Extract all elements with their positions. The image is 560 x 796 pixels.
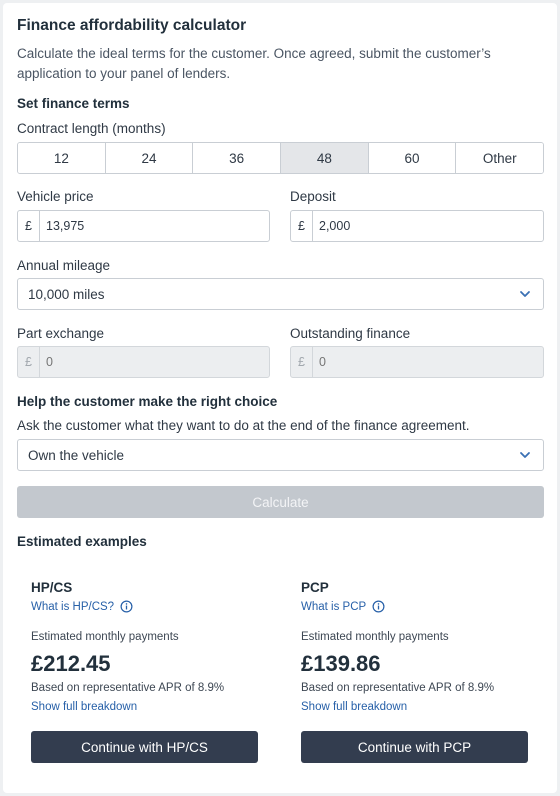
currency-symbol: £: [291, 347, 313, 377]
outstanding-finance-input[interactable]: [313, 347, 543, 377]
right-choice-heading: Help the customer make the right choice: [17, 394, 278, 409]
calculator-panel: [3, 3, 557, 793]
continue-pcp-button[interactable]: Continue with PCP: [301, 731, 528, 763]
vehicle-price-input[interactable]: [40, 211, 269, 241]
what-is-pcp-label: What is PCP: [301, 600, 367, 613]
part-exchange-field: [17, 346, 270, 378]
currency-symbol: £: [18, 211, 40, 241]
pcp-apr-text: Based on representative APR of 8.9%: [301, 682, 495, 694]
outstanding-finance-field: [290, 346, 544, 378]
pcp-monthly-label: Estimated monthly payments: [301, 631, 449, 643]
chevron-down-icon: [519, 449, 531, 461]
hpcs-monthly-label: Estimated monthly payments: [31, 631, 179, 643]
annual-mileage-value: 10,000 miles: [28, 286, 105, 302]
chevron-down-icon: [519, 288, 531, 300]
outstanding-finance-label: Outstanding finance: [290, 326, 411, 341]
hpcs-apr-text: Based on representative APR of 8.9%: [31, 682, 225, 694]
what-is-hpcs-link[interactable]: [31, 600, 133, 613]
annual-mileage-label: Annual mileage: [17, 258, 111, 273]
continue-hpcs-button[interactable]: Continue with HP/CS: [31, 731, 258, 763]
contract-length-label: Contract length (months): [17, 121, 166, 136]
pcp-title: PCP: [301, 580, 329, 595]
pcp-monthly-amount: £139.86: [301, 651, 381, 676]
contract-option-60[interactable]: 60: [369, 143, 457, 173]
end-of-agreement-question: Ask the customer what they want to do at the end of the finance agreement.: [17, 418, 470, 433]
end-of-agreement-value: Own the vehicle: [28, 447, 125, 463]
annual-mileage-select[interactable]: [17, 278, 544, 310]
deposit-input[interactable]: [313, 211, 543, 241]
contract-option-other[interactable]: Other: [456, 143, 543, 173]
info-icon[interactable]: [120, 600, 133, 613]
part-exchange-label: Part exchange: [17, 326, 105, 341]
vehicle-price-label: Vehicle price: [17, 189, 94, 204]
deposit-field: [290, 210, 544, 242]
calculate-button[interactable]: Calculate: [17, 486, 544, 518]
page-title: Finance affordability calculator: [17, 17, 247, 34]
currency-symbol: £: [291, 211, 313, 241]
what-is-pcp-link[interactable]: [301, 600, 385, 613]
intro-text: Calculate the ideal terms for the customer. Once agreed, submit the customer’s application to your panel of lenders.: [17, 46, 491, 81]
estimated-examples-heading: Estimated examples: [17, 534, 147, 549]
hpcs-breakdown-link[interactable]: Show full breakdown: [31, 701, 138, 713]
contract-length-selector: [17, 142, 544, 174]
contract-option-48[interactable]: 48: [281, 143, 369, 173]
hpcs-monthly-amount: £212.45: [31, 651, 111, 676]
part-exchange-input[interactable]: [40, 347, 269, 377]
contract-option-36[interactable]: 36: [193, 143, 281, 173]
hpcs-title: HP/CS: [31, 580, 73, 595]
info-icon[interactable]: [372, 600, 385, 613]
end-of-agreement-select[interactable]: [17, 439, 544, 471]
what-is-hpcs-label: What is HP/CS?: [31, 600, 115, 613]
vehicle-price-field: [17, 210, 270, 242]
contract-option-12[interactable]: 12: [18, 143, 106, 173]
contract-option-24[interactable]: 24: [106, 143, 194, 173]
currency-symbol: £: [18, 347, 40, 377]
pcp-breakdown-link[interactable]: Show full breakdown: [301, 701, 408, 713]
finance-terms-heading: Set finance terms: [17, 96, 130, 111]
deposit-label: Deposit: [290, 189, 336, 204]
